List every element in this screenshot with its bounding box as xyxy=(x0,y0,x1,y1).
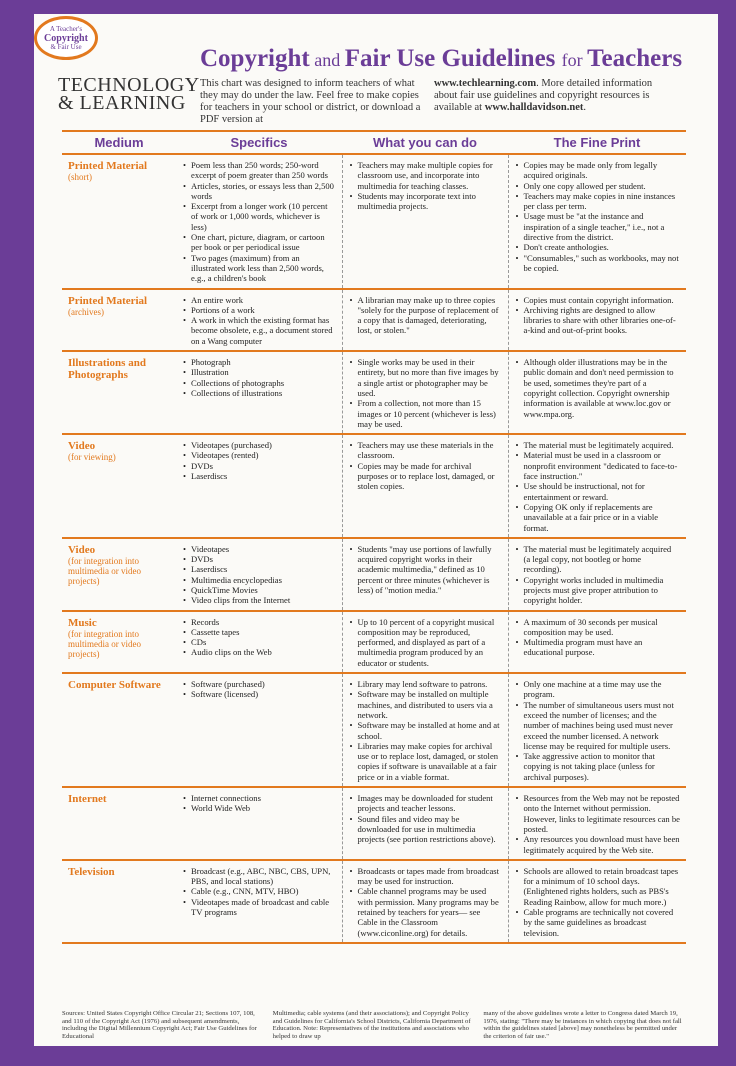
list-item: • The number of simultaneous users must not exceed the number of licenses; and the number of machines being used must never exceed the number licensed. A network license may be required for multiple users. xyxy=(524,700,681,751)
list-item: • Teachers may make copies in nine instances per class per term. xyxy=(524,191,681,212)
list-item: • Collections of photographs xyxy=(191,378,336,388)
list-item: • Copies must contain copyright information. xyxy=(524,295,681,305)
list-item: • Copying OK only if replacements are unavailable at a fair price or in a viable format. xyxy=(524,502,681,533)
fine-cell xyxy=(508,611,686,673)
medium-label: Music xyxy=(68,616,97,629)
cando-cell xyxy=(342,351,508,434)
list-item: • Videotapes made of broadcast and cable TV programs xyxy=(191,897,336,918)
logo-line3: & Fair Use xyxy=(50,43,82,51)
list-item: • Articles, stories, or essays less than 2,500 words xyxy=(191,181,336,202)
medium-label: Printed Material xyxy=(68,160,148,172)
logo-line1: A Teacher's xyxy=(49,25,83,33)
table-row xyxy=(62,351,686,434)
list-item: • Students "may use portions of lawfully acquired copyright works in their academic multimedia," defined as 10 percent or three minutes (whichever is less) of "motion media." xyxy=(358,544,502,595)
techlearning-link[interactable]: www.techlearning.com xyxy=(434,78,537,89)
cando-cell xyxy=(342,787,508,860)
list-item: • "Consumables," such as workbooks, may not be copied. xyxy=(524,253,681,274)
specifics-cell xyxy=(176,538,342,611)
header-what-you-can-do: What you can do xyxy=(342,131,508,154)
medium-label: Video xyxy=(68,440,96,453)
header-fine-print: The Fine Print xyxy=(508,131,686,154)
list-item: • Take aggressive action to monitor that copying is not taking place (unless for archival purposes). xyxy=(524,751,681,782)
medium-cell xyxy=(62,154,176,289)
list-item: • Two pages (maximum) from an illustrated work less than 2,500 words, e.g., a children's book xyxy=(191,253,336,284)
list-item: • An entire work xyxy=(191,295,336,305)
list-item: • Use should be instructional, not for entertainment or reward. xyxy=(524,481,681,502)
list-item: • Software may be installed at home and at school. xyxy=(358,720,502,741)
list-item: • The material must be legitimately acquired. xyxy=(524,440,681,450)
list-item: • Broadcasts or tapes made from broadcast may be used for instruction. xyxy=(358,866,502,887)
medium-cell xyxy=(62,289,176,351)
specifics-cell xyxy=(176,351,342,434)
specifics-cell xyxy=(176,154,342,289)
medium-label: Television xyxy=(68,865,115,878)
cando-cell xyxy=(342,538,508,611)
fine-cell xyxy=(508,351,686,434)
list-item: • World Wide Web xyxy=(191,803,336,813)
medium-cell xyxy=(62,351,176,434)
header xyxy=(34,14,718,124)
intro-links: www.techlearning.com. More detailed information about fair use guidelines and copyright resources is available at www.halldavidson.net. xyxy=(434,78,653,113)
specifics-cell xyxy=(176,434,342,538)
list-item: • Copies may be made for archival purposes or to replace lost, damaged, or stolen copies. xyxy=(358,461,502,492)
list-item: • Sound files and video may be downloaded for use in multimedia projects (see portion restrictions above). xyxy=(358,814,502,845)
medium-cell xyxy=(62,434,176,538)
medium-sublabel: (for integration into multimedia or video projects) xyxy=(68,555,141,586)
list-item: • One chart, picture, diagram, or cartoon per book or per periodical issue xyxy=(191,232,336,253)
list-item: • Schools are allowed to retain broadcast tapes for a minimum of 10 school days. (Enlightened rights holders, such as PBS's Reading Rainbow, allow for much more.) xyxy=(524,866,681,907)
medium-sublabel: (for integration into multimedia or video projects) xyxy=(68,628,141,659)
list-item: • Collections of illustrations xyxy=(191,388,336,398)
list-item: • Broadcast (e.g., ABC, NBC, CBS, UPN, PBS, and local stations) xyxy=(191,866,336,887)
cando-cell xyxy=(342,289,508,351)
list-item: • From a collection, not more than 15 images or 10 percent (whichever is less) may be used. xyxy=(358,398,502,429)
list-item: • Copies may be made only from legally acquired originals. xyxy=(524,160,681,181)
list-item: • Cassette tapes xyxy=(191,627,336,637)
list-item: • Images may be downloaded for student projects and teacher lessons. xyxy=(358,793,502,814)
list-item: • Cable programs are technically not covered by the same guidelines as broadcast television. xyxy=(524,907,681,938)
sources-col-2: Multimedia; cable systems (and their associations); and Copyright Policy and Guidelines for California's School Districts, California Department of Education. Note: Representatives of the institutions and associations who helped to draw up xyxy=(272,1010,471,1040)
medium-label: Internet xyxy=(68,793,107,806)
medium-label: Video xyxy=(68,543,96,556)
cando-cell xyxy=(342,434,508,538)
medium-sublabel: (short) xyxy=(68,172,92,182)
brand-logo xyxy=(58,76,200,112)
list-item: • Copyright works included in multimedia projects must give proper attribution to copyright holder. xyxy=(524,575,681,606)
list-item: • CDs xyxy=(191,637,336,647)
medium-label: Illustrations and Photographs xyxy=(68,357,146,382)
medium-cell xyxy=(62,787,176,860)
list-item: • Teachers may make multiple copies for classroom use, and incorporate into multimedia for teaching classes. xyxy=(358,160,502,191)
specifics-cell xyxy=(176,787,342,860)
list-item: • A maximum of 30 seconds per musical composition may be used. xyxy=(524,617,681,638)
cando-cell xyxy=(342,673,508,787)
table-row xyxy=(62,289,686,351)
list-item: • Laserdiscs xyxy=(191,471,336,481)
specifics-cell xyxy=(176,289,342,351)
cando-cell xyxy=(342,154,508,289)
copyright-logo xyxy=(34,16,98,60)
medium-label: Computer Software xyxy=(68,679,161,692)
table-body xyxy=(62,154,686,943)
list-item: • QuickTime Movies xyxy=(191,585,336,595)
list-item: • Videotapes xyxy=(191,544,336,554)
fine-cell xyxy=(508,673,686,787)
list-item: • Material must be used in a classroom or nonprofit environment "dedicated to face-to-face instruction." xyxy=(524,450,681,481)
list-item: • Software (purchased) xyxy=(191,679,336,689)
guidelines-table xyxy=(62,130,686,944)
cando-cell xyxy=(342,860,508,943)
fine-cell xyxy=(508,154,686,289)
list-item: • Records xyxy=(191,617,336,627)
medium-sublabel: (archives) xyxy=(68,306,104,317)
list-item: • DVDs xyxy=(191,554,336,564)
logo-line2: Copyright xyxy=(44,33,88,44)
list-item: • DVDs xyxy=(191,461,336,471)
list-item: • Laserdiscs xyxy=(191,564,336,574)
list-item: • Illustration xyxy=(191,367,336,377)
list-item: • Up to 10 percent of a copyright musical composition may be reproduced, performed, and displayed as part of a multimedia program produced by an educator or students. xyxy=(358,617,502,668)
list-item: • A librarian may make up to three copies "solely for the purpose of replacement of a copy that is damaged, deteriorating, lost, or stolen." xyxy=(358,295,502,336)
list-item: • Videotapes (purchased) xyxy=(191,440,336,450)
list-item: • Software may be installed on multiple machines, and distributed to users via a network. xyxy=(358,689,502,720)
medium-cell xyxy=(62,860,176,943)
medium-label: Printed Material xyxy=(68,294,148,307)
fine-cell xyxy=(508,860,686,943)
list-item: • Videotapes (rented) xyxy=(191,450,336,460)
sources-col-1: Sources: United States Copyright Office Circular 21; Sections 107, 108, and 110 of the Copyright Act (1976) and subsequent amendments, including the Digital Millennium Copyright Act; Fair Use Guidelines for Educational xyxy=(62,1010,257,1040)
list-item: • Resources from the Web may not be reposted onto the Internet without permission. However, links to legitimate resources can be posted. xyxy=(524,793,681,834)
list-item: • Cable channel programs may be used with permission. Many programs may be retained by teachers for years— see Cable in the Classroom (www.ciconline.org) for details. xyxy=(358,886,502,937)
list-item: • Cable (e.g., CNN, MTV, HBO) xyxy=(191,886,336,896)
halldavidson-link[interactable]: www.halldavidson.net xyxy=(484,102,584,113)
brand-line2: & LEARNING xyxy=(58,92,186,114)
list-item: • Poem less than 250 words; 250-word excerpt of poem greater than 250 words xyxy=(191,160,336,181)
list-item: • Video clips from the Internet xyxy=(191,595,336,605)
list-item: • Any resources you download must have been legitimately acquired by the Web site. xyxy=(524,834,681,855)
table-row xyxy=(62,611,686,673)
table-row xyxy=(62,787,686,860)
list-item: • Multimedia program must have an educational purpose. xyxy=(524,637,681,658)
list-item: • Students may incorporate text into multimedia projects. xyxy=(358,191,502,212)
list-item: • Usage must be "at the instance and inspiration of a single teacher," i.e., not a directive from the district. xyxy=(524,211,681,242)
list-item: • Library may lend software to patrons. xyxy=(358,679,502,689)
header-specifics: Specifics xyxy=(176,131,342,154)
header-medium: Medium xyxy=(62,131,176,154)
sources-col-3: many of the above guidelines wrote a letter to Congress dated March 19, 1976, stating: "There may be instances in which copying that does not fall within the guidelines stated [above] may nonetheless be permitted under the criterion of fair use." xyxy=(483,1010,682,1040)
list-item: • Although older illustrations may be in the public domain and don't need permission to be used, sometimes they're part of a copyright collection. Copyright ownership information is available at www.loc.gov or www.mpa.org. xyxy=(524,357,681,419)
specifics-cell xyxy=(176,860,342,943)
specifics-cell xyxy=(176,611,342,673)
table-row xyxy=(62,673,686,787)
table-row xyxy=(62,860,686,943)
list-item: • A work in which the existing format has become obsolete, e.g., a document stored on a Wang computer xyxy=(191,315,336,346)
specifics-cell xyxy=(176,673,342,787)
intro-text: This chart was designed to inform teachers of what they may do under the law. Feel free to make copies for teachers in your school or district, or download a PDF version at xyxy=(200,78,421,125)
list-item: • Libraries may make copies for archival use or to replace lost, damaged, or stolen copies if software is unavailable at a fair price or in a viable format. xyxy=(358,741,502,782)
list-item: • Multimedia encyclopedias xyxy=(191,575,336,585)
list-item: • Photograph xyxy=(191,357,336,367)
list-item: • Archiving rights are designed to allow libraries to share with other libraries one-of-a-kind and out-of-print books. xyxy=(524,305,681,336)
table-row xyxy=(62,434,686,538)
poster xyxy=(34,14,718,1046)
cando-cell xyxy=(342,611,508,673)
medium-cell xyxy=(62,673,176,787)
sources-footnote xyxy=(62,1010,686,1040)
list-item: • Excerpt from a longer work (10 percent of work or 1,000 words, whichever is less) xyxy=(191,201,336,232)
list-item: • Only one copy allowed per student. xyxy=(524,181,681,191)
table-row xyxy=(62,154,686,289)
fine-cell xyxy=(508,538,686,611)
medium-cell xyxy=(62,611,176,673)
list-item: • Software (licensed) xyxy=(191,689,336,699)
brand-line1: TECHNOLOGY xyxy=(58,74,200,96)
fine-cell xyxy=(508,289,686,351)
list-item: • Portions of a work xyxy=(191,305,336,315)
medium-sublabel: (for viewing) xyxy=(68,452,116,463)
medium-cell xyxy=(62,538,176,611)
list-item: • Only one machine at a time may use the program. xyxy=(524,679,681,700)
list-item: • Teachers may use these materials in the classroom. xyxy=(358,440,502,461)
list-item: • Single works may be used in their entirety, but no more than five images by a single artist or photographer may be used. xyxy=(358,357,502,398)
list-item: • Audio clips on the Web xyxy=(191,647,336,657)
list-item: • Internet connections xyxy=(191,793,336,803)
fine-cell xyxy=(508,787,686,860)
list-item: • Don't create anthologies. xyxy=(524,242,681,252)
fine-cell xyxy=(508,434,686,538)
page-title: Copyright and Fair Use Guidelines for Teachers xyxy=(200,45,683,72)
table-row xyxy=(62,538,686,611)
list-item: • The material must be legitimately acquired (a legal copy, not bootleg or home recording). xyxy=(524,544,681,575)
